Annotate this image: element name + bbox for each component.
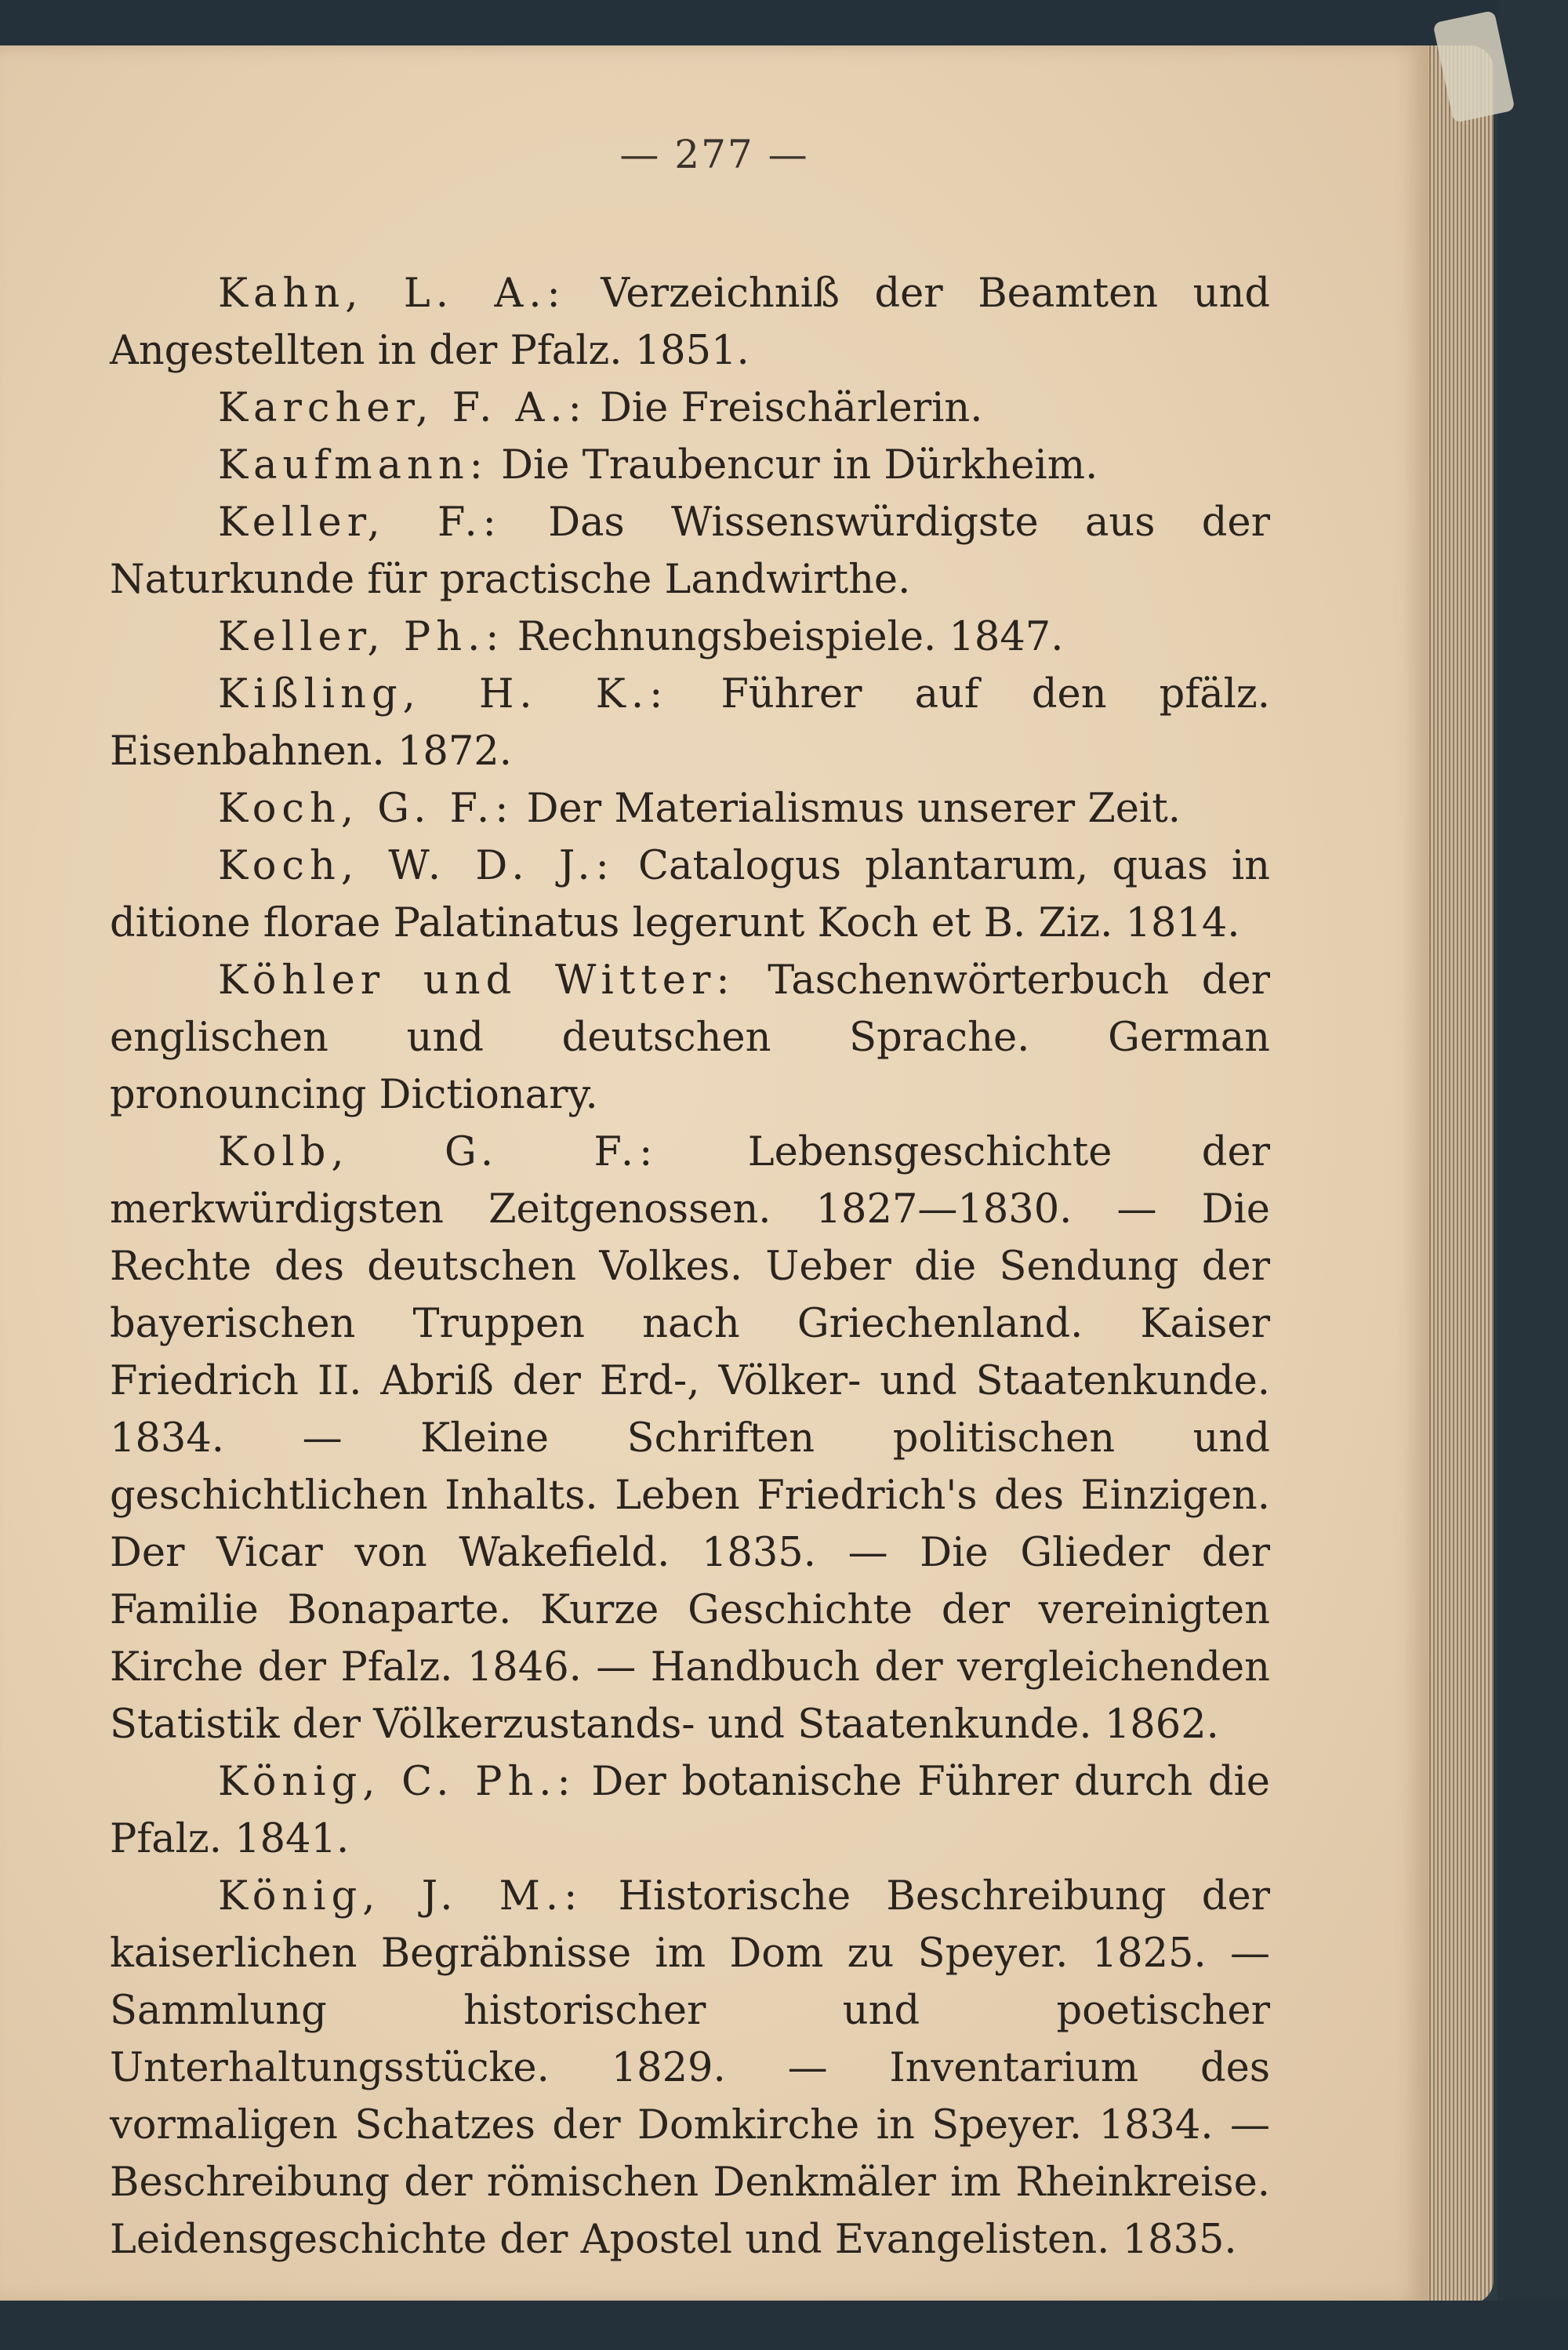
entry-text: Der Materialismus unserer Zeit. [526,786,1181,832]
entry-author: Köhler und Witter: [218,957,735,1004]
entry-author: König, C. Ph.: [218,1759,576,1805]
entry-author: Kahn, L. A.: [218,271,566,317]
bibliography-entry [110,837,1270,952]
bibliography-entry [110,494,1270,608]
entry-text: Führer auf den pfälz. Eisenbahnen. 1872. [110,671,1271,775]
bibliography-entry [110,952,1270,1124]
entry-author: Keller, Ph.: [218,614,505,660]
entry-text: Verzeichniß der Beamten und Angestellten in der Pfalz. 1851. [110,271,1270,374]
entry-author: Koch, G. F.: [218,786,514,832]
bibliography-entry [110,1868,1270,2268]
entry-author: König, J. M.: [218,1873,583,1920]
bibliography-entry [110,780,1270,837]
page-number: — 277 — [619,132,809,177]
entry-text: Rechnungsbeispiele. 1847. [517,614,1064,660]
bibliography-entry [110,380,1270,437]
book-cover-top-edge [0,0,1568,49]
book-cover-right-edge [1497,0,1568,2350]
book-cover-bottom-edge [0,2301,1568,2350]
entry-text: Historische Beschreibung der kaiserlichen Begräbnisse im Dom zu Speyer. 1825. — Sammlung historischer und poetischer Unterhaltungsstücke. 1829. — Inventarium des vormaligen Schatzes der Domkirche in Speyer. 1834. — Beschreibung der römischen Denkmäler im Rheinkreise. Leidensgeschichte der Apostel und Evangelisten. 1835. [110,1873,1271,2263]
entry-author: Kißling, H. K.: [218,671,669,717]
bibliography-entry [110,666,1270,780]
entry-text: Die Traubencur in Dürkheim. [501,442,1098,489]
entry-text: Der botanische Führer durch die Pfalz. 1841. [110,1759,1270,1862]
entry-text: Taschenwörterbuch der englischen und deutschen Sprache. German pronouncing Dictionary. [110,957,1271,1118]
bibliography-list [110,265,1270,2268]
entry-author: Karcher, F. A.: [218,385,587,431]
entry-text: Catalogus plantarum, quas in ditione florae Palatinatus legerunt Koch et B. Ziz. 1814. [110,843,1270,946]
entry-author: Kolb, G. F.: [218,1129,659,1175]
entry-text: Das Wissenswürdigste aus der Naturkunde für practische Landwirthe. [110,499,1270,603]
bibliography-entry [110,265,1270,380]
entry-author: Keller, F.: [218,499,502,546]
bibliography-entry [110,608,1270,666]
bibliography-entry [110,1124,1270,1753]
bibliography-entry [110,1753,1270,1868]
book-page [0,45,1428,2304]
entry-author: Kaufmann: [218,442,488,489]
bibliography-entry [110,437,1270,494]
entry-text: Lebensgeschichte der merkwürdigsten Zeitgenossen. 1827—1830. — Die Rechte des deutschen Volkes. Ueber die Sendung der bayerischen Truppen nach Griechenland. Kaiser Friedrich II. Abriß der Erd-, Völker- und Staatenkunde. 1834. — Kleine Schriften politischen und geschichtlichen Inhalts. Leben Friedrich's des Einzigen. Der Vicar von Wakefield. 1835. — Die Glieder der Familie Bonaparte. Kurze Geschichte der vereinigten Kirche der Pfalz. 1846. — Handbuch der vergleichenden Statistik der Völkerzustands- und Staatenkunde. 1862. [110,1129,1271,1748]
entry-author: Koch, W. D. J.: [218,843,615,889]
entry-text: Die Freischärlerin. [599,385,983,431]
